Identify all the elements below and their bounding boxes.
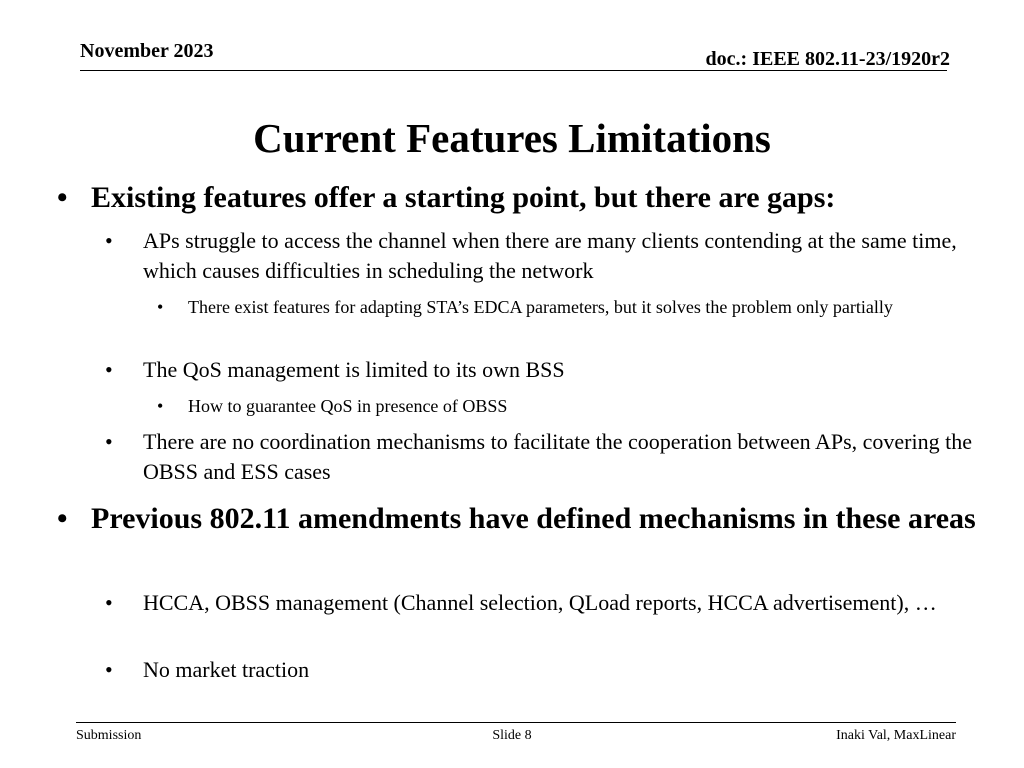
bullet-qos-management [105, 355, 1013, 385]
slide-title: Current Features Limitations [253, 115, 771, 161]
header-date: November 2023 [80, 40, 214, 62]
bullet-hcca [105, 588, 943, 618]
bullet-marker: • [57, 502, 68, 535]
bullet-text: There are no coordination mechanisms to facilitate the cooperation between APs, covering the OBSS and ESS cases [143, 429, 972, 484]
bullet-text: Existing features offer a starting point, but there are gaps: [91, 181, 836, 214]
bullet-marker: • [157, 297, 164, 317]
bullet-previous-amendments [57, 499, 991, 539]
header-doc-id: doc.: IEEE 802.11-23/1920r2 [705, 48, 950, 70]
bullet-text: APs struggle to access the channel when there are many clients contending at the same time, which causes difficulties in scheduling the network [143, 228, 957, 283]
bullet-marker: • [105, 357, 113, 382]
bullet-aps-struggle [105, 226, 1013, 286]
bullet-text: Previous 802.11 amendments have defined mechanisms in these areas [91, 502, 976, 535]
bullet-edca-parameters [157, 294, 998, 321]
bullet-existing-features [57, 178, 1011, 218]
header-divider [80, 70, 947, 71]
bullet-text: How to guarantee QoS in presence of OBSS [188, 396, 508, 416]
bullet-marker: • [57, 181, 68, 214]
footer-submission: Submission [76, 728, 142, 743]
footer-slide-number: Slide 8 [492, 728, 532, 743]
bullet-text: HCCA, OBSS management (Channel selection, QLoad reports, HCCA advertisement), … [143, 590, 937, 615]
footer-author: Inaki Val, MaxLinear [836, 728, 956, 743]
bullet-text: The QoS management is limited to its own BSS [143, 357, 565, 382]
footer-divider [76, 722, 956, 723]
bullet-marker: • [105, 429, 113, 454]
bullet-marker: • [105, 657, 113, 682]
bullet-market-traction [105, 655, 943, 685]
bullet-marker: • [105, 228, 113, 253]
bullet-qos-obss [157, 393, 998, 420]
bullet-text: No market traction [143, 657, 310, 682]
bullet-marker: • [157, 396, 164, 416]
bullet-marker: • [105, 590, 113, 615]
bullet-coordination-mechanisms [105, 427, 1023, 487]
bullet-text: There exist features for adapting STA’s EDCA parameters, but it solves the problem only partially [188, 297, 893, 317]
